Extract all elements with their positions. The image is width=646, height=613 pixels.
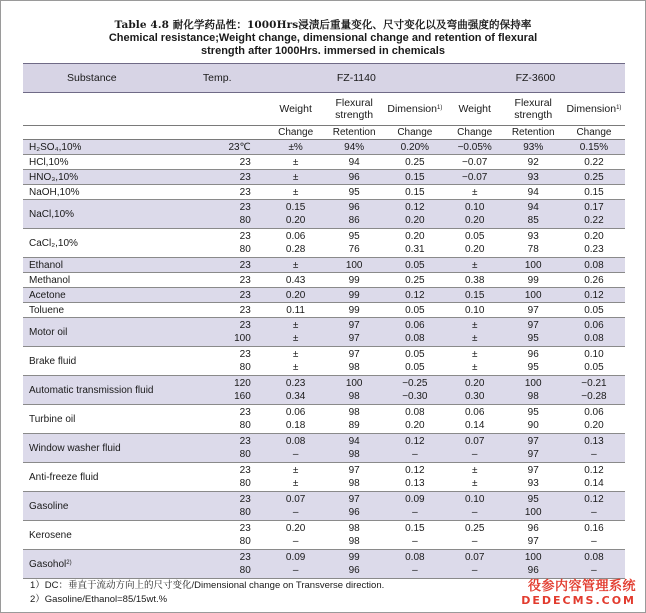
fz1140-weight-cell: 0.15 0.20 (267, 200, 325, 229)
fz1140-flexural-cell: 96 (324, 170, 383, 185)
fz1140-flexural-cell: 95 (324, 185, 383, 200)
fz3600-weight-cell: 0.06 0.14 (446, 405, 504, 434)
fz1140-dimension-cell: 0.05 (384, 258, 446, 273)
fz1140-flexural-cell: 97 97 (324, 318, 383, 347)
header-weight-2: Weight (446, 93, 504, 126)
substance-cell: Automatic transmission fluid (23, 376, 203, 405)
header-row-properties (23, 93, 625, 126)
fz3600-weight-cell: −0.07 (446, 170, 504, 185)
temp-cell: 23 (203, 288, 267, 303)
temp-cell: 23 80 (203, 550, 267, 579)
substance-cell: Kerosene (23, 521, 203, 550)
fz3600-weight-cell: 0.38 (446, 273, 504, 288)
fz3600-weight-cell: 0.15 (446, 288, 504, 303)
table-row (23, 229, 625, 258)
fz3600-flexural-cell: 100 98 (504, 376, 563, 405)
fz1140-dimension-cell: 0.05 0.05 (384, 347, 446, 376)
fz3600-flexural-cell: 93% (504, 140, 563, 155)
header-substance: Substance (23, 64, 203, 93)
fz3600-dimension-cell: 0.13 – (563, 434, 625, 463)
table-row (23, 434, 625, 463)
fz3600-weight-cell: 0.10 0.20 (446, 200, 504, 229)
header-retention-2: Retention (504, 126, 563, 140)
fz1140-dimension-cell: 0.12 0.13 (384, 463, 446, 492)
substance-cell: Turbine oil (23, 405, 203, 434)
fz1140-dimension-cell: 0.12 0.20 (384, 200, 446, 229)
fz1140-flexural-cell: 94 98 (324, 434, 383, 463)
fz3600-weight-cell: ± ± (446, 318, 504, 347)
fz1140-weight-cell: 0.20 – (267, 521, 325, 550)
substance-cell: NaOH,10% (23, 185, 203, 200)
fz3600-dimension-cell: 0.06 0.20 (563, 405, 625, 434)
temp-cell: 23 80 (203, 229, 267, 258)
temp-cell: 23 80 (203, 347, 267, 376)
fz3600-weight-cell: 0.07 – (446, 550, 504, 579)
fz1140-weight-cell: ± ± (267, 463, 325, 492)
table-row (23, 318, 625, 347)
header-retention-1: Retention (324, 126, 383, 140)
footnote-marker: 1) (436, 105, 443, 111)
substance-cell: H₂SO₄,10% (23, 140, 203, 155)
header-dimension-1: Dimension$^{1)}$ (384, 93, 446, 126)
temp-cell: 23 (203, 155, 267, 170)
fz3600-dimension-cell: 0.17 0.22 (563, 200, 625, 229)
substance-cell: Window washer fluid (23, 434, 203, 463)
fz3600-flexural-cell: 93 (504, 170, 563, 185)
fz1140-dimension-cell: 0.15 – (384, 521, 446, 550)
temp-cell: 23 (203, 185, 267, 200)
fz1140-flexural-cell: 100 98 (324, 376, 383, 405)
substance-cell: Methanol (23, 273, 203, 288)
fz3600-flexural-cell: 95 100 (504, 492, 563, 521)
fz3600-dimension-cell: 0.15 (563, 185, 625, 200)
fz3600-flexural-cell: 100 (504, 258, 563, 273)
table-row (23, 155, 625, 170)
fz3600-weight-cell: ± (446, 185, 504, 200)
fz3600-flexural-cell: 97 97 (504, 434, 563, 463)
fz3600-flexural-cell: 97 95 (504, 318, 563, 347)
fz1140-dimension-cell: 0.15 (384, 170, 446, 185)
temp-cell: 23 80 (203, 434, 267, 463)
table-row (23, 463, 625, 492)
fz3600-flexural-cell: 100 (504, 288, 563, 303)
fz3600-dimension-cell: 0.12 (563, 288, 625, 303)
fz1140-flexural-cell: 98 89 (324, 405, 383, 434)
header-temp: Temp. (203, 64, 267, 93)
fz3600-flexural-cell: 94 (504, 185, 563, 200)
fz3600-flexural-cell: 100 96 (504, 550, 563, 579)
substance-cell: Toluene (23, 303, 203, 318)
fz1140-weight-cell: 0.06 0.18 (267, 405, 325, 434)
fz3600-dimension-cell: 0.10 0.05 (563, 347, 625, 376)
substance-cell: Acetone (23, 288, 203, 303)
fz1140-weight-cell: 0.06 0.28 (267, 229, 325, 258)
fz3600-flexural-cell: 92 (504, 155, 563, 170)
fz1140-flexural-cell: 96 86 (324, 200, 383, 229)
substance-cell: Anti-freeze fluid (23, 463, 203, 492)
fz1140-dimension-cell: 0.20% (384, 140, 446, 155)
fz3600-weight-cell: ± ± (446, 347, 504, 376)
temp-cell: 23 (203, 258, 267, 273)
fz3600-dimension-cell: 0.16 – (563, 521, 625, 550)
table-row (23, 170, 625, 185)
fz3600-weight-cell: 0.10 – (446, 492, 504, 521)
watermark-chinese: 役参内容管理系统 (527, 579, 636, 594)
fz1140-flexural-cell: 99 (324, 303, 383, 318)
chemical-resistance-table (23, 63, 625, 579)
table-row (23, 405, 625, 434)
header-change-2: Change (384, 126, 446, 140)
header-row-units (23, 126, 625, 140)
substance-cell: Gasoline (23, 492, 203, 521)
table-row (23, 376, 625, 405)
header-change-3: Change (446, 126, 504, 140)
fz3600-dimension-cell: 0.12 – (563, 492, 625, 521)
footnote-1: 1）DC：垂直于流动方向上的尺寸变化/Dimensional change on Transverse direction. (30, 580, 385, 591)
fz1140-weight-cell: 0.11 (267, 303, 325, 318)
fz1140-dimension-cell: 0.06 0.08 (384, 318, 446, 347)
temp-cell: 23 100 (203, 318, 267, 347)
substance-cell: Ethanol (23, 258, 203, 273)
fz3600-weight-cell: ± (446, 258, 504, 273)
footnote-2: 2）Gasoline/Ethanol=85/15wt.% (30, 594, 168, 605)
fz3600-weight-cell: −0.07 (446, 155, 504, 170)
fz1140-flexural-cell: 95 76 (324, 229, 383, 258)
substance-cell: HCl,10% (23, 155, 203, 170)
fz1140-flexural-cell: 97 96 (324, 492, 383, 521)
fz3600-dimension-cell: 0.22 (563, 155, 625, 170)
header-change-4: Change (563, 126, 625, 140)
footnote-marker: 2) (66, 559, 72, 566)
fz1140-dimension-cell: 0.12 – (384, 434, 446, 463)
fz1140-dimension-cell: 0.20 0.31 (384, 229, 446, 258)
header-row-groups (23, 64, 625, 93)
table-row (23, 492, 625, 521)
fz3600-dimension-cell: 0.08 – (563, 550, 625, 579)
fz3600-dimension-cell: 0.25 (563, 170, 625, 185)
fz1140-dimension-cell: 0.12 (384, 288, 446, 303)
fz1140-weight-cell: 0.43 (267, 273, 325, 288)
fz1140-flexural-cell: 97 98 (324, 463, 383, 492)
temp-cell: 23 80 (203, 492, 267, 521)
temp-cell: 23 80 (203, 463, 267, 492)
fz1140-weight-cell: ± (267, 170, 325, 185)
fz1140-flexural-cell: 100 (324, 258, 383, 273)
fz3600-flexural-cell: 96 97 (504, 521, 563, 550)
fz3600-dimension-cell: 0.06 0.08 (563, 318, 625, 347)
header-flexural-1: Flexural strength (324, 93, 383, 126)
fz1140-flexural-cell: 94% (324, 140, 383, 155)
table-row (23, 521, 625, 550)
header-weight-1: Weight (267, 93, 325, 126)
fz1140-weight-cell: 0.23 0.34 (267, 376, 325, 405)
fz3600-flexural-cell: 95 90 (504, 405, 563, 434)
table-row (23, 185, 625, 200)
temp-cell: 120 160 (203, 376, 267, 405)
fz3600-dimension-cell: 0.05 (563, 303, 625, 318)
fz3600-flexural-cell: 96 95 (504, 347, 563, 376)
fz3600-weight-cell: 0.10 (446, 303, 504, 318)
table-row (23, 303, 625, 318)
temp-cell: 23 (203, 273, 267, 288)
fz1140-weight-cell: 0.07 – (267, 492, 325, 521)
fz1140-weight-cell: 0.08 – (267, 434, 325, 463)
fz3600-flexural-cell: 97 93 (504, 463, 563, 492)
fz1140-dimension-cell: 0.15 (384, 185, 446, 200)
table-row (23, 347, 625, 376)
fz3600-dimension-cell: 0.08 (563, 258, 625, 273)
fz3600-flexural-cell: 94 85 (504, 200, 563, 229)
substance-cell: NaCl,10% (23, 200, 203, 229)
table-row (23, 273, 625, 288)
fz3600-weight-cell: −0.05% (446, 140, 504, 155)
fz1140-flexural-cell: 98 98 (324, 521, 383, 550)
fz1140-weight-cell: ±% (267, 140, 325, 155)
substance-cell: Motor oil (23, 318, 203, 347)
fz3600-dimension-cell: 0.15% (563, 140, 625, 155)
substance-cell: HNO₃,10% (23, 170, 203, 185)
footnotes (30, 579, 384, 607)
watermark-english: DEDECMS.COM (521, 594, 636, 607)
fz3600-dimension-cell: 0.20 0.23 (563, 229, 625, 258)
table-row (23, 200, 625, 229)
fz1140-flexural-cell: 97 98 (324, 347, 383, 376)
table-row (23, 288, 625, 303)
fz1140-flexural-cell: 99 (324, 273, 383, 288)
header-fz3600: FZ-3600 (446, 64, 625, 93)
fz1140-dimension-cell: 0.25 (384, 155, 446, 170)
fz3600-weight-cell: 0.05 0.20 (446, 229, 504, 258)
fz3600-weight-cell: 0.25 – (446, 521, 504, 550)
fz3600-dimension-cell: 0.12 0.14 (563, 463, 625, 492)
temp-cell: 23 80 (203, 521, 267, 550)
temp-cell: 23 80 (203, 200, 267, 229)
substance-cell: CaCl₂,10% (23, 229, 203, 258)
fz1140-weight-cell: 0.09 – (267, 550, 325, 579)
fz1140-dimension-cell: 0.09 – (384, 492, 446, 521)
fz3600-dimension-cell: −0.21 −0.28 (563, 376, 625, 405)
table-row (23, 258, 625, 273)
fz1140-dimension-cell: −0.25 −0.30 (384, 376, 446, 405)
header-change-1: Change (267, 126, 325, 140)
site-watermark (521, 575, 636, 607)
fz1140-weight-cell: ± (267, 155, 325, 170)
temp-cell: 23 (203, 170, 267, 185)
substance-cell: Brake fluid (23, 347, 203, 376)
fz3600-dimension-cell: 0.26 (563, 273, 625, 288)
header-dimension-2: Dimension$^{1)}$ (563, 93, 625, 126)
temp-cell: 23 80 (203, 405, 267, 434)
fz3600-weight-cell: 0.20 0.30 (446, 376, 504, 405)
fz3600-flexural-cell: 97 (504, 303, 563, 318)
temp-cell: 23℃ (203, 140, 267, 155)
header-flexural-2: Flexural strength (504, 93, 563, 126)
fz1140-weight-cell: 0.20 (267, 288, 325, 303)
fz1140-flexural-cell: 94 (324, 155, 383, 170)
fz1140-flexural-cell: 99 96 (324, 550, 383, 579)
fz1140-flexural-cell: 99 (324, 288, 383, 303)
fz1140-weight-cell: ± ± (267, 347, 325, 376)
caption-chinese: Table 4.8 耐化学药品性：1000Hrs浸渍后重量变化、尺寸变化以及弯曲强度的保持率 (114, 19, 532, 31)
fz1140-weight-cell: ± (267, 258, 325, 273)
caption-english-line1: Chemical resistance;Weight change, dimensional change and retention of flexural (108, 32, 538, 44)
fz1140-dimension-cell: 0.08 0.20 (384, 405, 446, 434)
fz3600-weight-cell: ± ± (446, 463, 504, 492)
fz1140-dimension-cell: 0.25 (384, 273, 446, 288)
fz1140-weight-cell: ± (267, 185, 325, 200)
caption-english-line2: strength after 1000Hrs. immersed in chemicals (201, 45, 445, 57)
fz1140-dimension-cell: 0.08 – (384, 550, 446, 579)
table-row (23, 140, 625, 155)
footnote-marker: 1) (616, 105, 622, 111)
fz1140-weight-cell: ± ± (267, 318, 325, 347)
fz3600-flexural-cell: 93 78 (504, 229, 563, 258)
substance-cell: Gasohol$^{2)}$ (23, 550, 203, 579)
fz3600-weight-cell: 0.07 – (446, 434, 504, 463)
temp-cell: 23 (203, 303, 267, 318)
header-fz1140: FZ-1140 (267, 64, 446, 93)
fz1140-dimension-cell: 0.05 (384, 303, 446, 318)
fz3600-flexural-cell: 99 (504, 273, 563, 288)
